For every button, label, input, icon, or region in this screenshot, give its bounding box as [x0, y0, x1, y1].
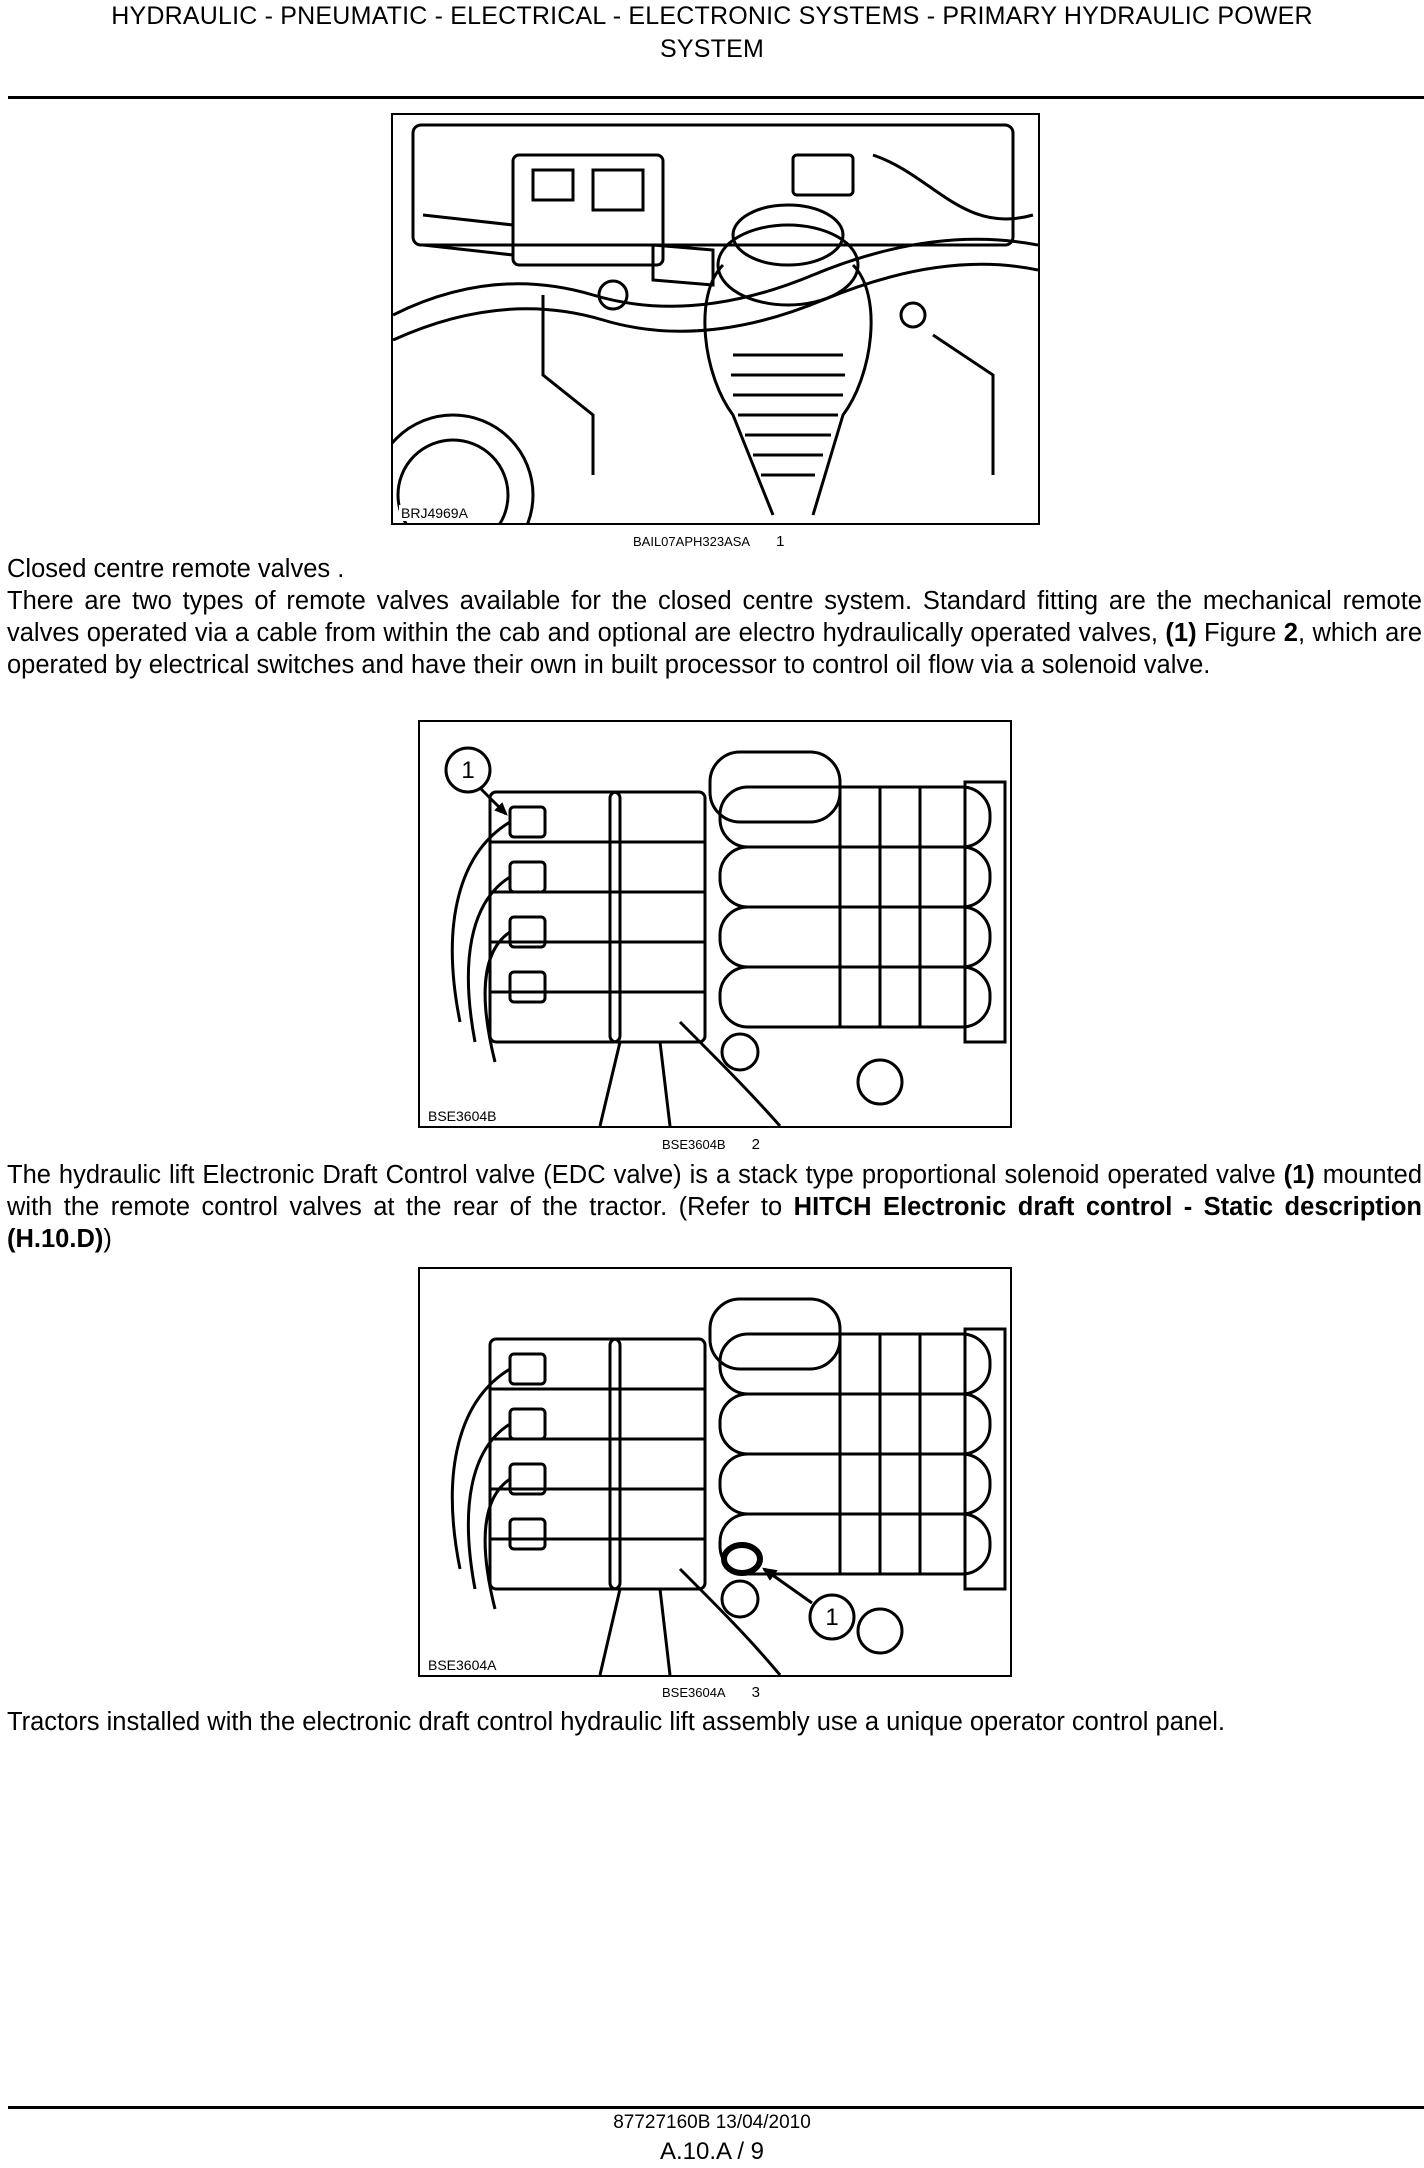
figure-2-callout: 1: [461, 757, 475, 784]
paragraph-edc-valve: [7, 1159, 1422, 1255]
figure-1-image: [391, 113, 1040, 525]
figure-1-code: BRJ4969A: [401, 505, 468, 521]
paragraph-1-figure-ref: 2: [1283, 619, 1298, 647]
paragraph-1-body: [7, 585, 1422, 681]
figure-1-caption: [633, 534, 784, 550]
paragraph-1-text-c: , which are operated by electrical switches and have their own in built processor to control oil flow via a solenoid valve.: [7, 619, 1423, 679]
figure-2-number: 2: [751, 1136, 760, 1153]
paragraph-1-ref-1: (1): [1165, 619, 1197, 647]
paragraph-2-cross-ref: HITCH Electronic draft control - Static description (H.10.D): [7, 1193, 1422, 1253]
header-title-line1: HYDRAULIC - PNEUMATIC - ELECTRICAL - ELECTRONIC SYSTEMS - PRIMARY HYDRAULIC POWER: [111, 2, 1313, 30]
header-divider: [8, 96, 1424, 99]
engine-hydraulic-illustration: [393, 115, 1038, 523]
paragraph-1-text-b: Figure: [1196, 619, 1284, 647]
paragraph-2-text-a: The hydraulic lift Electronic Draft Control valve (EDC valve) is a stack type proportional solenoid operated valve: [7, 1161, 1284, 1189]
figure-3-caption: [662, 1685, 760, 1701]
edc-valve-stack-illustration: [420, 1269, 1010, 1675]
paragraph-control-panel: [7, 1706, 1422, 1738]
paragraph-2-text-c: ): [103, 1225, 112, 1253]
figure-2-caption: [662, 1137, 760, 1153]
paragraph-2-ref-1: (1): [1283, 1161, 1315, 1189]
footer-page-number: A.10.A / 9: [659, 2138, 765, 2165]
paragraph-1-text-a: There are two types of remote valves available for the closed centre system. Standard fitting are the mechanical remote valves operated via a cable from within the cab and optional are electro hydraulically operated valves,: [7, 587, 1422, 647]
figure-3-image: [418, 1267, 1012, 1677]
figure-3-code: BSE3604A: [428, 1657, 497, 1673]
figure-2-code: BSE3604B: [428, 1108, 497, 1124]
paragraph-1-title: Closed centre remote valves .: [7, 555, 345, 583]
header-title-line2: SYSTEM: [660, 35, 764, 63]
figure-3-number: 3: [751, 1684, 760, 1701]
footer-divider: [8, 2106, 1424, 2109]
figure-1-number: 1: [776, 533, 785, 550]
figure-2-ref: BSE3604B: [662, 1137, 726, 1152]
page-header: [0, 0, 1424, 66]
figure-1-ref: BAIL07APH323ASA: [633, 534, 751, 549]
figure-3-callout: 1: [825, 1604, 839, 1631]
paragraph-3-text: Tractors installed with the electronic draft control hydraulic lift assembly use a unique operator control panel.: [7, 1708, 1225, 1736]
paragraph-2-text-b: mounted with the remote control valves at the rear of the tractor. (Refer to: [7, 1161, 1422, 1221]
footer-document-id: 87727160B 13/04/2010: [613, 2112, 811, 2133]
figure-3-ref: BSE3604A: [662, 1685, 726, 1700]
figure-2-image: [418, 720, 1012, 1128]
paragraph-closed-centre: [7, 553, 1422, 681]
remote-valve-stack-illustration: [420, 722, 1010, 1126]
